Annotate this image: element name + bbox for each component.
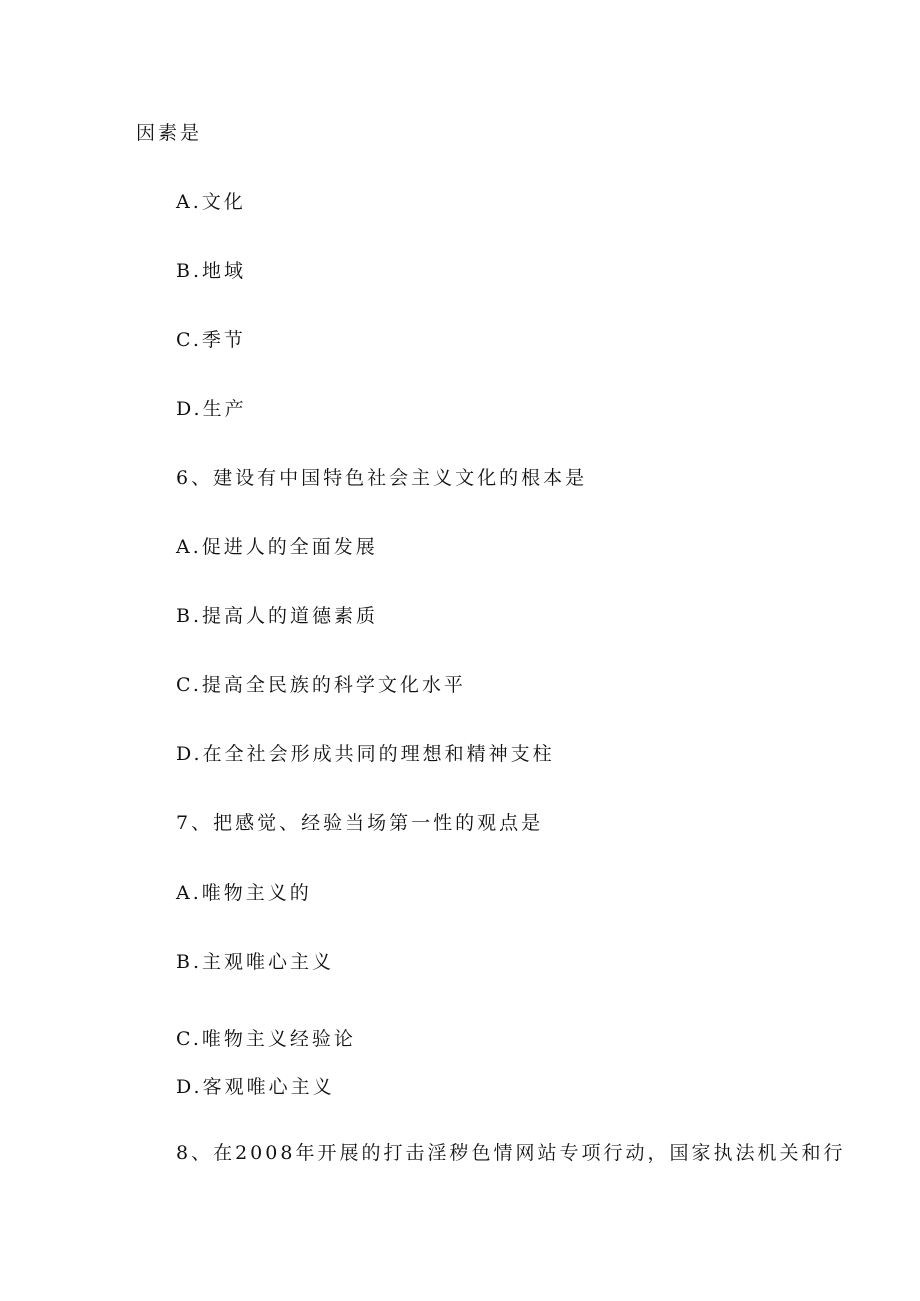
question-5-option-b: B.地域 — [176, 260, 247, 282]
question-7-option-d: D.客观唯心主义 — [176, 1076, 335, 1098]
question-6-option-b: B.提高人的道德素质 — [176, 605, 379, 627]
question-6-option-d: D.在全社会形成共同的理想和精神支柱 — [176, 743, 555, 765]
question-7-stem: 7、把感觉、经验当场第一性的观点是 — [176, 812, 544, 834]
question-6-option-c: C.提高全民族的科学文化水平 — [176, 674, 466, 696]
question-5-stem-continuation: 因素是 — [136, 122, 203, 144]
question-5-option-a: A.文化 — [176, 191, 246, 213]
question-8-stem: 8、在2008年开展的打击淫秽色情网站专项行动，国家执法机关和行 — [176, 1142, 846, 1164]
question-6-option-a: A.促进人的全面发展 — [176, 536, 378, 558]
question-7-option-a: A.唯物主义的 — [176, 882, 312, 904]
question-7-option-c: C.唯物主义经验论 — [176, 1028, 356, 1050]
question-5-option-c: C.季节 — [176, 329, 246, 351]
question-7-option-b: B.主观唯心主义 — [176, 951, 335, 973]
question-5-option-d: D.生产 — [176, 398, 247, 420]
question-6-stem: 6、建设有中国特色社会主义文化的根本是 — [176, 467, 588, 489]
